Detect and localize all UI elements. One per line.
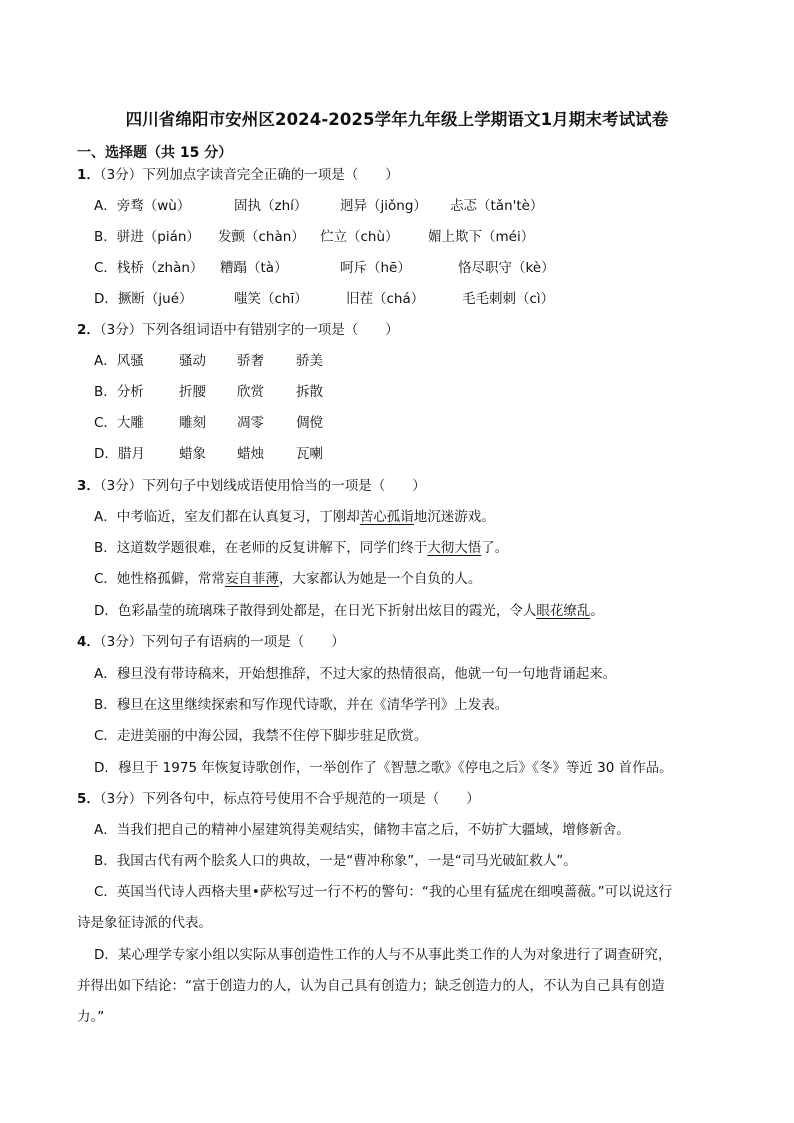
option-item: 蜡象 bbox=[179, 446, 206, 462]
section-heading: 一、选择题（共 15 分） bbox=[77, 145, 233, 161]
option-item: 迥异（jiǒng） bbox=[340, 198, 427, 214]
question-5-option-a: A．当我们把自己的精神小屋建筑得美观结实，储物丰富之后，不妨扩大疆域，增修新舍。 bbox=[94, 822, 630, 838]
option-item: 忐忑（tǎn'tè） bbox=[450, 198, 544, 214]
option-item: 凋零 bbox=[237, 415, 264, 431]
option-item: 毛毛刺刺（cì） bbox=[462, 291, 555, 307]
question-text: （3分）下列句子有语病的一项是（ ） bbox=[99, 634, 345, 650]
option-item: 恪尽职守（kè） bbox=[458, 260, 555, 276]
question-4-option-d: D．穆旦于 1975 年恢复诗歌创作，一举创作了《智慧之歌》《停电之后》《冬》等近 30 首作品。 bbox=[94, 760, 673, 776]
option-item: C．大雕 bbox=[94, 415, 144, 431]
question-3-option-d bbox=[94, 602, 604, 620]
option-item: 嗤笑（chī） bbox=[234, 291, 308, 307]
underlined-idiom: 苦心孤诣 bbox=[359, 509, 414, 525]
question-number: 4． bbox=[77, 634, 100, 650]
question-5-option-b: B．我国古代有两个脍炙人口的典故，一是“曹冲称象”，一是“司马光破缸救人”。 bbox=[94, 853, 577, 869]
question-5-option-d-continued: 并得出如下结论：“富于创造力的人，认为自己具有创造力；缺乏创造力的人，不认为自己具有创造 bbox=[77, 978, 665, 994]
option-item: B．骈进（pián） bbox=[94, 229, 200, 245]
option-item: 呵斥（hē） bbox=[340, 260, 411, 276]
question-3-option-a bbox=[94, 508, 495, 526]
option-text: D．色彩晶莹的琉璃珠子散得到处都是，在日光下折射出炫目的霞光，令人 bbox=[94, 603, 537, 619]
underlined-idiom: 眼花缭乱 bbox=[536, 603, 591, 619]
question-text: （3分）下列句子中划线成语使用恰当的一项是（ ） bbox=[99, 478, 426, 494]
option-item: C．栈桥（zhàn） bbox=[94, 260, 204, 276]
option-item: 骚动 bbox=[179, 353, 206, 369]
option-item: 瓦喇 bbox=[296, 446, 323, 462]
option-item: A．旁骛（wù） bbox=[94, 198, 191, 214]
question-2-stem bbox=[77, 321, 399, 339]
option-item: 骄美 bbox=[296, 353, 323, 369]
question-4-stem bbox=[77, 633, 345, 651]
option-item: 拆散 bbox=[296, 384, 323, 400]
option-item: 固执（zhí） bbox=[234, 198, 308, 214]
option-item: 蜡烛 bbox=[237, 446, 264, 462]
question-5-option-d-continued-2: 力。” bbox=[77, 1009, 105, 1025]
option-text: ，大家都认为她是一个自负的人。 bbox=[278, 571, 482, 587]
option-text: A．中考临近，室友们都在认真复习，丁刚却 bbox=[94, 509, 360, 525]
option-item: 雕刻 bbox=[179, 415, 206, 431]
question-3-option-b bbox=[94, 539, 508, 557]
option-text: C．她性格孤僻，常常 bbox=[94, 571, 225, 587]
question-5-option-c: C．英国当代诗人西格夫里•萨松写过一行不朽的警句：“我的心里有猛虎在细嗅蔷薇。”可以说这行 bbox=[94, 884, 673, 900]
question-1-stem bbox=[77, 166, 399, 184]
question-number: 5． bbox=[77, 791, 100, 807]
question-5-option-c-continued: 诗是象征诗派的代表。 bbox=[77, 915, 212, 931]
option-item: 旧茬（chá） bbox=[346, 291, 425, 307]
option-text: 。 bbox=[590, 603, 604, 619]
option-item: 媚上欺下（méi） bbox=[428, 229, 535, 245]
option-text: 地沉迷游戏。 bbox=[413, 509, 495, 525]
question-number: 3． bbox=[77, 478, 100, 494]
question-number: 1． bbox=[77, 167, 100, 183]
question-4-option-c: C．走进美丽的中海公园，我禁不住停下脚步驻足欣赏。 bbox=[94, 728, 428, 744]
question-text: （3分）下列各句中，标点符号使用不合乎规范的一项是（ ） bbox=[99, 791, 480, 807]
question-5-stem bbox=[77, 790, 480, 808]
underlined-idiom: 妄自菲薄 bbox=[224, 571, 279, 587]
option-item: A．风骚 bbox=[94, 353, 144, 369]
option-item: 骄奢 bbox=[237, 353, 264, 369]
option-item: 糟蹋（tà） bbox=[220, 260, 288, 276]
option-item: D．腊月 bbox=[94, 446, 145, 462]
option-item: D．撅断（jué） bbox=[94, 291, 193, 307]
question-text: （3分）下列各组词语中有错别字的一项是（ ） bbox=[99, 322, 399, 338]
page-title: 四川省绵阳市安州区2024-2025学年九年级上学期语文1月期末考试试卷 bbox=[125, 110, 669, 129]
question-5-option-d: D．某心理学专家小组以实际从事创造性工作的人与不从事此类工作的人为对象进行了调查研究， bbox=[94, 947, 672, 963]
option-text: B．这道数学题很难，在老师的反复讲解下，同学们终于 bbox=[94, 540, 428, 556]
question-number: 2． bbox=[77, 322, 100, 338]
question-4-option-a: A．穆旦没有带诗稿来，开始想推辞，不过大家的热情很高，他就一句一句地背诵起来。 bbox=[94, 666, 617, 682]
option-item: 欣赏 bbox=[237, 384, 264, 400]
option-item: B．分析 bbox=[94, 384, 144, 400]
option-item: 伫立（chù） bbox=[320, 229, 399, 245]
question-3-stem bbox=[77, 477, 426, 495]
underlined-idiom: 大彻大悟 bbox=[427, 540, 482, 556]
option-item: 折腰 bbox=[179, 384, 206, 400]
option-item: 发颤（chàn） bbox=[218, 229, 305, 245]
question-3-option-c bbox=[94, 570, 481, 588]
question-text: （3分）下列加点字读音完全正确的一项是（ ） bbox=[99, 167, 399, 183]
question-4-option-b: B．穆旦在这里继续探索和写作现代诗歌，并在《清华学刊》上发表。 bbox=[94, 697, 509, 713]
option-text: 了。 bbox=[481, 540, 509, 556]
option-item: 倜傥 bbox=[296, 415, 323, 431]
